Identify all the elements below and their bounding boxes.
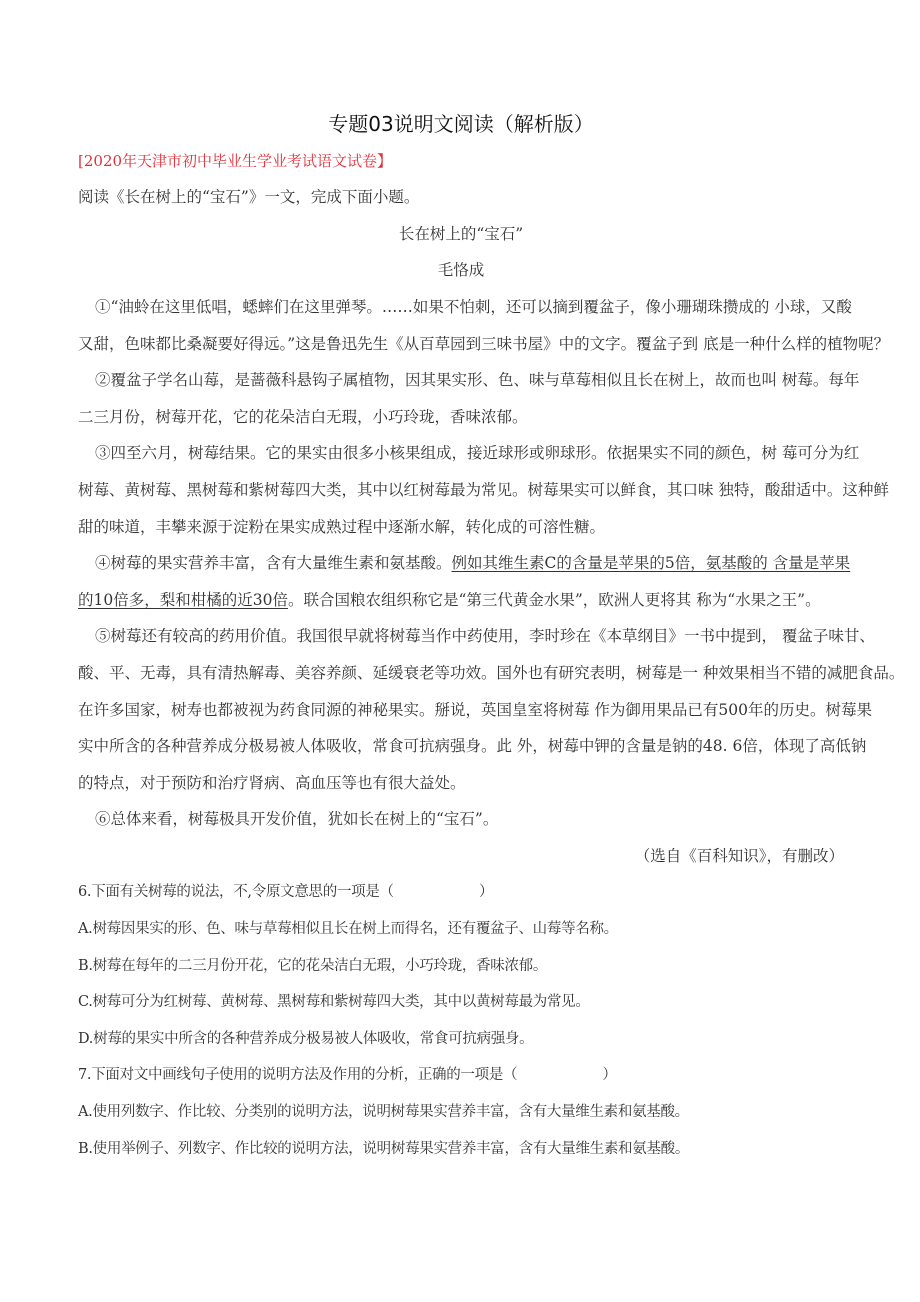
paragraph-line: ①“油蛉在这里低唱，蟋蟀们在这里弹琴。……如果不怕刺，还可以摘到覆盆子，像小珊瑚珠攒成的 小球，又酸	[95, 297, 852, 316]
paragraph-line: 实中所含的各种营养成分极易被人体吸收，常食可抗病强身。此 外，树莓中钾的含量是钠的48. 6倍，体现了高低钠	[78, 737, 867, 756]
paragraph-1	[78, 289, 890, 362]
paragraph-line: 二三月份，树莓开花，它的花朵洁白无瑕，小巧玲珑，香味浓郁。	[78, 407, 528, 426]
question-6	[78, 874, 844, 1057]
paragraph-line: ③四至六月，树莓结果。它的果实由很多小核果组成，接近球形或卵球形。依据果实不同的颜色，树 莓可分为红	[95, 444, 860, 463]
page-title: 专题03说明文阅读（解析版）	[328, 112, 594, 136]
option-a: A.使用列数字、作比较、分类别的说明方法，说明树莓果实营养丰富，含有大量维生素和氨基酸。	[78, 1104, 689, 1121]
question-7	[78, 1057, 844, 1167]
option-a: A.树莓因果实的形、色、味与草莓相似且长在树上而得名，还有覆盆子、山莓等名称。	[78, 921, 618, 938]
paragraph-line: 在许多国家，树寿也都被视为药食同源的神秘果实。掰说，英国皇室将树莓 作为御用果品已有500年的历史。树莓果	[78, 700, 873, 719]
paragraph-line: ②覆盆子学名山莓，是蔷薇科悬钩子属植物，因其果实形、色、味与草莓相似且长在树上，故而也叫 树莓。每年	[95, 371, 860, 390]
article-author: 毛恪成	[437, 261, 485, 280]
paragraph-line	[78, 582, 844, 619]
plain-text: 。联合国粮农组织称它是“第三代黄金水果”，欧洲人更将其 称为“水果之王”。	[287, 590, 821, 609]
paragraph-4	[78, 545, 851, 618]
paragraph-line: 酸、平、无毒，具有清热解毒、美容养颜、延缓衰老等功效。国外也有研究表明，树莓是一 种效果相当不错的减肥食品。	[78, 663, 905, 682]
article-citation: （选自《百科知识》，有删改）	[634, 846, 844, 865]
plain-text: ④树莓的果实营养丰富，含有大量维生素和氨基酸。	[95, 554, 452, 573]
option-c: C.树莓可分为红树莓、黄树莓、黑树莓和紫树莓四大类，其中以黄树莓最为常见。	[78, 994, 590, 1011]
option-b: B.树莓在每年的二三月份开花，它的花朵洁白无瑕，小巧玲珑，香味浓郁。	[78, 957, 548, 974]
paragraph-line: 甜的味道，丰攀来源于淀粉在果实成熟过程中逐渐水解，转化成的可溶性糖。	[78, 517, 606, 536]
paragraph-line: 的特点，对于预防和治疗肾病、高血压等也有很大益处。	[78, 773, 466, 792]
paragraph-5	[78, 618, 905, 801]
question-stem: 7.下面对文中画线句子使用的说明方法及作用的分析，正确的一项是（ ）	[78, 1067, 617, 1084]
option-b: B.使用举例子、列数字、作比较的说明方法，说明树莓果实营养丰富，含有大量维生素和氨基酸。	[78, 1140, 690, 1157]
paragraph-line: ⑤树莓还有较高的药用价值。我国很早就将树莓当作中药使用，李时珍在《本草纲目》一书中提到， 覆盆子味甘、	[95, 627, 875, 646]
option-d: D.树莓的果实中所含的各种营养成分极易被人体吸收，常食可抗病强身。	[78, 1030, 534, 1047]
underlined-sentence: 的10倍多，梨和柑橘的近30倍	[78, 590, 288, 609]
document-page	[78, 106, 905, 1167]
paragraph-line: 树莓、黄树莓、黑树莓和紫树莓四大类，其中以红树莓最为常见。树莓果实可以鲜食，其口味 独特，酸甜适中。这种鲜	[78, 480, 889, 499]
reading-instruction: 阅读《长在树上的“宝石”》一文，完成下面小题。	[78, 188, 420, 207]
paragraph-line	[78, 545, 851, 582]
question-stem: 6.下面有关树莓的说法，不,令原文意思的一项是（ ）	[78, 884, 494, 901]
paragraph-3	[78, 435, 889, 545]
article-heading: 长在树上的“宝石”	[398, 224, 524, 243]
paragraph-6: ⑥总体来看，树莓极具开发价值，犹如长在树上的“宝石”。	[95, 810, 499, 829]
paragraph-2	[78, 362, 860, 435]
underlined-sentence: 例如其维生素C的含量是苹果的5倍，氨基酸的 含量是苹果	[451, 554, 851, 573]
paragraph-line: 又甜，色味都比桑凝要好得远。”这是鲁迅先生《从百草园到三味书屋》中的文字。覆盆子到 底是一种什么样的植物呢？	[78, 334, 890, 353]
exam-source-tag: [2020年天津市初中毕业生学业考试语文试卷】	[78, 151, 393, 170]
